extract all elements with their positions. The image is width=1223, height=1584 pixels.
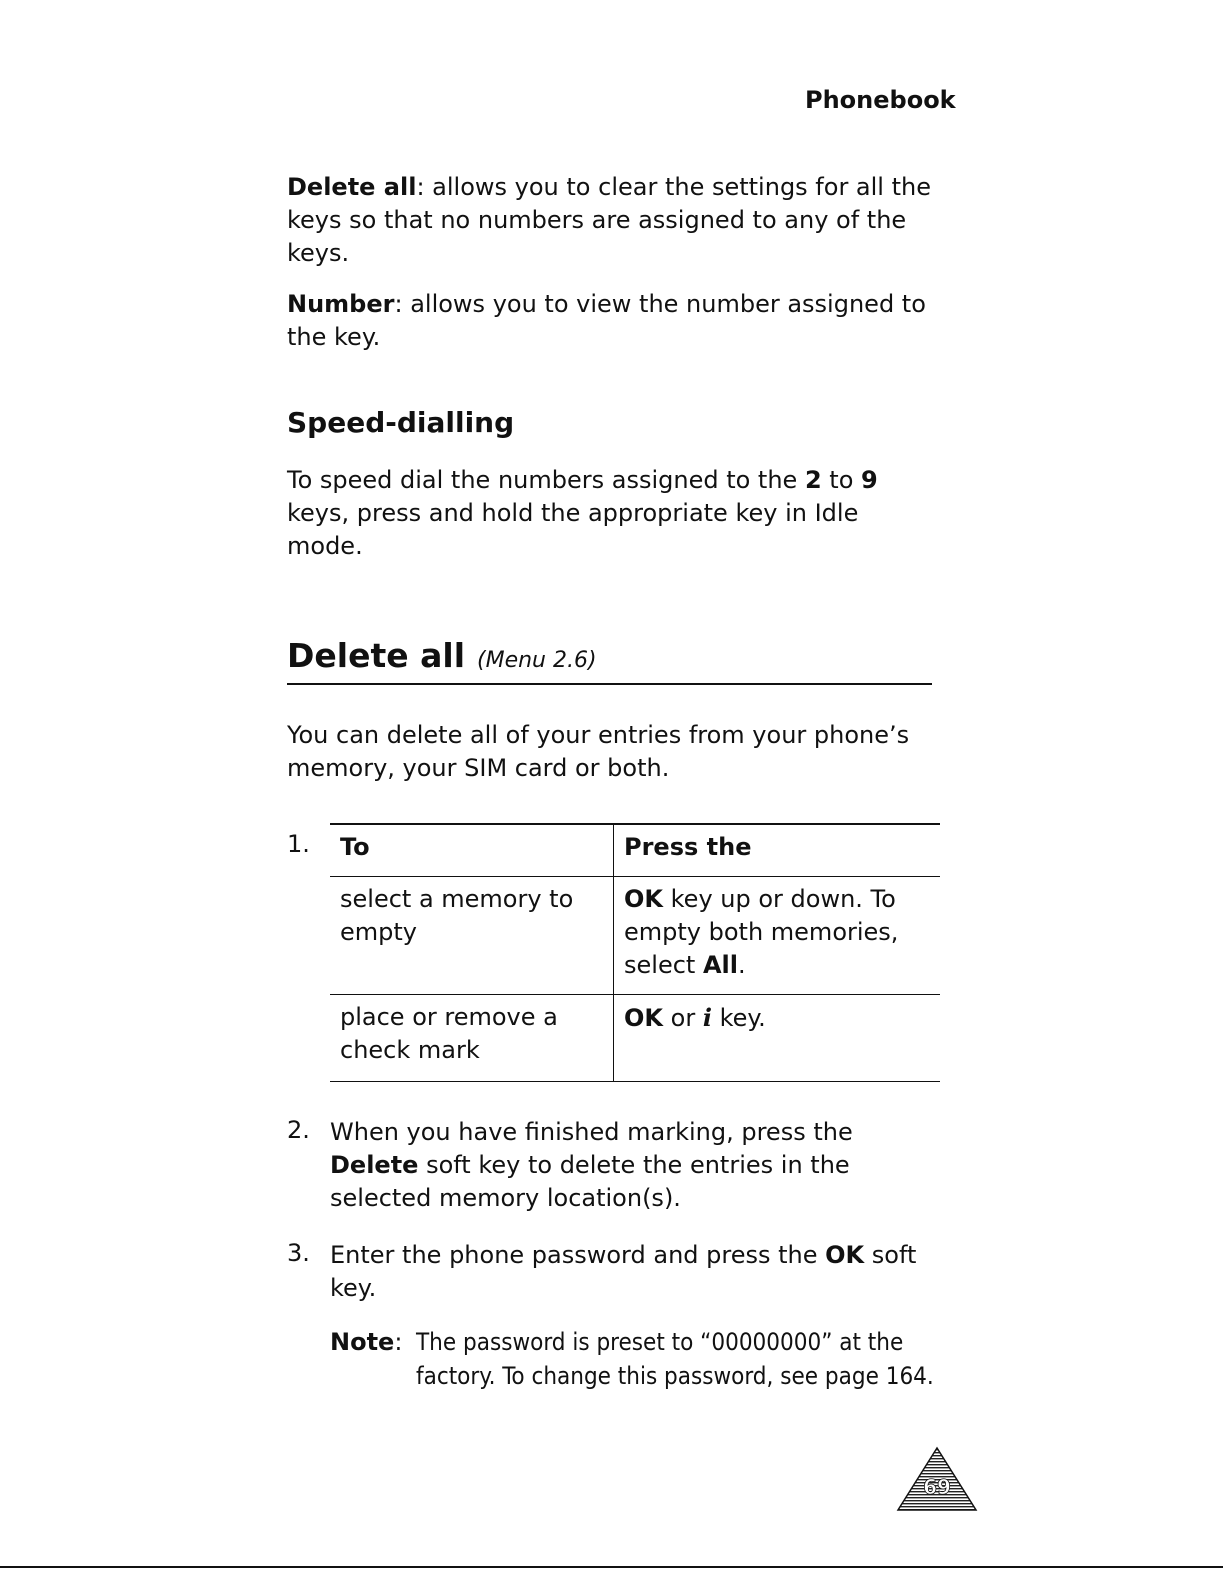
text-part: key.: [711, 1004, 766, 1032]
key-label: All: [702, 951, 738, 979]
text-part: key up or down. To empty both memories, select: [624, 885, 899, 979]
delete-all-intro: You can delete all of your entries from your phone’s memory, your SIM card or both.: [287, 721, 910, 782]
text-part: to: [821, 466, 862, 494]
note-block: [330, 1325, 934, 1390]
speed-dialling-text: [287, 464, 937, 563]
note-colon: :: [394, 1328, 403, 1356]
key-label: OK: [825, 1241, 865, 1269]
key-label: 9: [861, 466, 878, 494]
table-header-row: [330, 824, 940, 877]
step-number: 3.: [287, 1239, 310, 1267]
table-cell-action: select a memory to empty: [330, 877, 614, 995]
option-description: : allows you to view the number assigned to the key.: [287, 290, 926, 351]
option-term: Delete all: [287, 173, 417, 201]
key-label: 2: [804, 466, 822, 494]
menu-reference: (Menu 2.6): [477, 648, 597, 673]
text-part: To speed dial the numbers assigned to the: [287, 466, 805, 494]
key-label: OK: [624, 1004, 663, 1032]
step-3-text: [330, 1239, 940, 1305]
text-part: When you have finished marking, press the: [330, 1118, 853, 1146]
heading-title: Delete all: [287, 636, 466, 675]
key-label: Delete: [330, 1151, 419, 1179]
column-header-to: To: [330, 824, 614, 877]
table-row: [330, 877, 940, 995]
table-cell-key: [614, 877, 941, 995]
text-part: Enter the phone password and press the: [330, 1241, 826, 1269]
note-text: The password is preset to “00000000” at the factory. To change this password, see page 164.: [416, 1328, 934, 1390]
option-term: Number: [287, 290, 395, 318]
page-number: 69: [923, 1475, 951, 1499]
number-option: [287, 288, 937, 354]
page-number-badge: [896, 1446, 978, 1512]
text-part: or: [663, 1004, 703, 1032]
triangle-icon: [896, 1446, 978, 1512]
section-header: Phonebook: [805, 86, 956, 114]
text-part: soft key to delete the entries in the selected memory location(s).: [330, 1151, 850, 1212]
note-label: Note: [330, 1328, 395, 1356]
option-description: : allows you to clear the settings for all the keys so that no numbers are assigned to any of the keys.: [287, 173, 931, 267]
info-key-icon: i: [702, 1003, 712, 1032]
step-table: [330, 823, 940, 1082]
delete-all-option: [287, 171, 937, 270]
heading-rule: [287, 683, 932, 685]
page-bottom-rule: [0, 1566, 1223, 1568]
text-part: soft key.: [330, 1241, 917, 1302]
delete-all-heading: [287, 636, 597, 675]
speed-dialling-heading: Speed-dialling: [287, 406, 515, 439]
table-row: [330, 995, 940, 1082]
step-2-text: [330, 1116, 940, 1215]
step-number: 2.: [287, 1116, 310, 1144]
column-header-press: Press the: [614, 824, 941, 877]
step-number: 1.: [287, 830, 310, 858]
text-part: .: [737, 951, 746, 979]
key-label: OK: [624, 885, 663, 913]
table-cell-key: [614, 995, 941, 1082]
table-cell-action: place or remove a check mark: [330, 995, 614, 1082]
text-part: keys, press and hold the appropriate key in Idle mode.: [287, 499, 859, 560]
